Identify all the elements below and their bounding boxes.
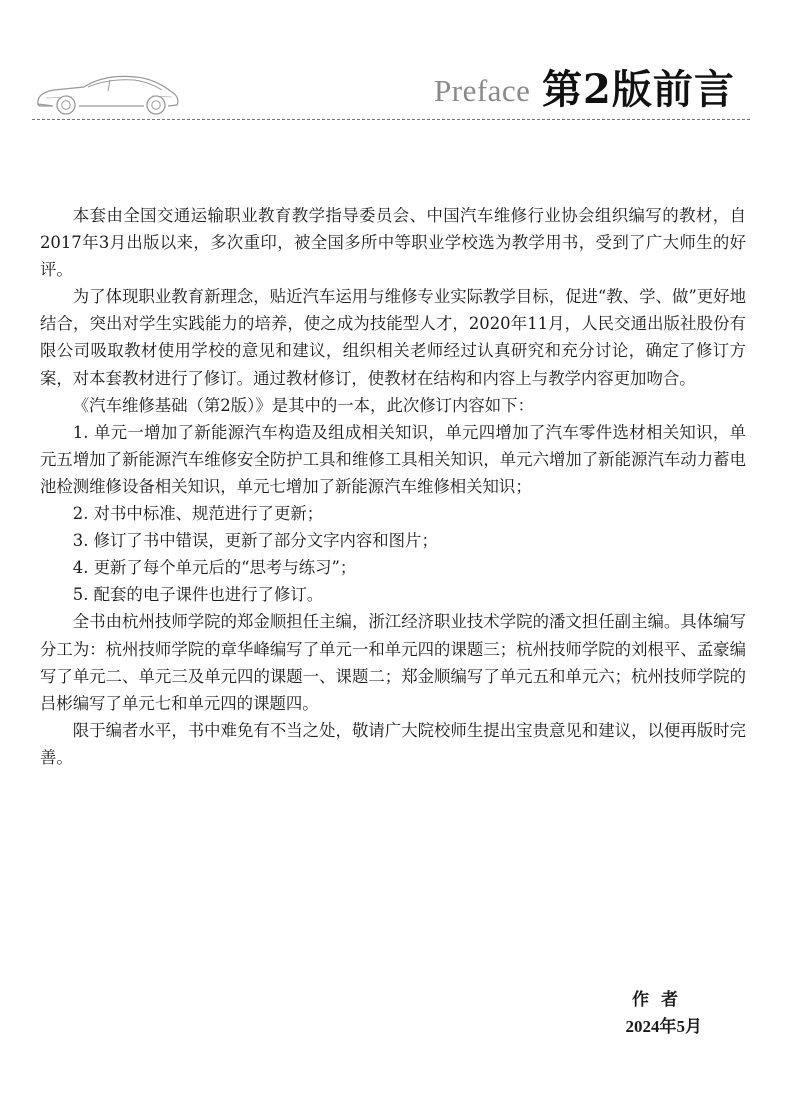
paragraph-closing: 限于编者水平，书中难免有不当之处，敬请广大院校师生提出宝贵意见和建议，以便再版时完善。 (40, 720, 746, 767)
car-icon (32, 70, 182, 116)
paragraph-purpose: 为了体现职业教育新理念，贴近汽车运用与维修专业实际教学目标，促进“教、学、做”更好地结合，突出对学生实践能力的培养，使之成为技能型人才，2020年11月，人民交通出版社股份有限公司吸取教材使用学校的意见和建议，组织相关老师经过认真研究和充分讨论，确定了修订方案，对本套教材进行了修订。通过教材修订，使教材在结构和内容上与教学内容更加吻合。 (40, 287, 746, 388)
paragraph-authors: 全书由杭州技师学院的郑金顺担任主编，浙江经济职业技术学院的潘文担任副主编。具体编写分工为：杭州技师学院的章华峰编写了单元一和单元四的课题三；杭州技师学院的刘根平、孟豪编写了单元二、单元三及单元四的课题一、课题二；郑金顺编写了单元五和单元六；杭州技师学院的吕彬编写了单元七和单元四的课题四。 (40, 612, 746, 713)
list-item: 4. 更新了每个单元后的“思考与练习”； (72, 558, 357, 578)
list-item: 3. 修订了书中错误，更新了部分文字内容和图片； (72, 531, 438, 551)
list-item: 2. 对书中标准、规范进行了更新； (72, 504, 324, 524)
page-header (0, 0, 790, 125)
paragraph-intro: 本套由全国交通运输职业教育教学指导委员会、中国汽车维修行业协会组织编写的教材，自2017年3月出版以来，多次重印，被全国多所中等职业学校选为教学用书，受到了广大师生的好评。 (40, 206, 746, 280)
list-item: 1. 单元一增加了新能源汽车构造及组成相关知识，单元四增加了汽车零件选材相关知识，单元五增加了新能源汽车维修安全防护工具和维修工具相关知识，单元六增加了新能源汽车动力蓄电池检测维修设备相关知识，单元七增加了新能源汽车维修相关知识； (40, 422, 746, 496)
list-item: 5. 配套的电子课件也进行了修订。 (72, 585, 324, 605)
paragraph-revision-intro: 《汽车维修基础（第2版）》是其中的一本，此次修订内容如下： (72, 395, 534, 415)
signature-author: 作者 (632, 990, 690, 1010)
page-title: 第2版前言 (542, 66, 735, 113)
preface-label: Preface (434, 73, 531, 108)
signature-date: 2024年5月 (625, 1017, 702, 1036)
header-divider (32, 119, 750, 120)
preface-body (40, 202, 746, 771)
